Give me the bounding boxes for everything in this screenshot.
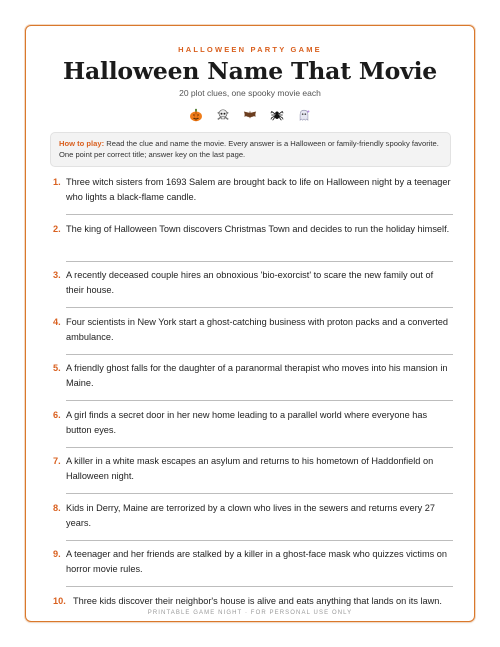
answer-line[interactable] bbox=[66, 261, 453, 262]
answer-line[interactable] bbox=[66, 493, 453, 494]
answer-line[interactable] bbox=[66, 400, 453, 401]
skull-crossbones-icon bbox=[216, 108, 230, 122]
clue-text: A friendly ghost falls for the daughter of a paranormal therapist who moves into his mansion in Maine. bbox=[66, 363, 448, 388]
icon-row bbox=[26, 108, 474, 122]
clue-item bbox=[53, 268, 453, 298]
answer-line[interactable] bbox=[66, 447, 453, 448]
clue-item bbox=[53, 315, 453, 345]
clue-text: Kids in Derry, Maine are terrorized by a clown who lives in the sewers and returns every 27 years. bbox=[66, 503, 436, 528]
clue-item bbox=[53, 594, 453, 609]
worksheet-page bbox=[25, 25, 475, 622]
clue-text: A killer in a white mask escapes an asylum and returns to his hometown of Haddonfield on Halloween night. bbox=[66, 456, 434, 481]
clue-number: 3. bbox=[53, 270, 61, 280]
how-to-play-label: How to play: bbox=[59, 139, 105, 148]
clue-text: A teenager and her friends are stalked by a killer in a ghost-face mask who quizzes victims on horror movie rules. bbox=[66, 549, 447, 574]
clue-number: 10. bbox=[53, 596, 66, 606]
clue-number: 2. bbox=[53, 224, 61, 234]
bat-icon bbox=[243, 108, 257, 122]
clue-text: Three kids discover their neighbor's house is alive and eats anything that lands on its lawn. bbox=[73, 596, 442, 606]
clue-item bbox=[53, 547, 453, 577]
ghost-icon bbox=[297, 108, 311, 122]
kicker: HALLOWEEN PARTY GAME bbox=[178, 45, 322, 54]
clue-text: A girl finds a secret door in her new home leading to a parallel world where everyone has button eyes. bbox=[66, 410, 428, 435]
clue-number: 6. bbox=[53, 410, 61, 420]
how-to-play-box bbox=[50, 132, 451, 167]
clue-number: 4. bbox=[53, 317, 61, 327]
clue-text: The king of Halloween Town discovers Christmas Town and decides to run the holiday himself. bbox=[66, 224, 450, 234]
clue-item bbox=[53, 175, 453, 205]
footer-note: PRINTABLE GAME NIGHT · FOR PERSONAL USE ONLY bbox=[147, 610, 353, 616]
answer-line[interactable] bbox=[66, 354, 453, 355]
answer-line[interactable] bbox=[66, 586, 453, 587]
how-to-play-text: Read the clue and name the movie. Every answer is a Halloween or family-friendly spooky favorite. One point per correct title; answer key on the last page. bbox=[59, 139, 439, 159]
answer-line[interactable] bbox=[66, 540, 453, 541]
clue-item bbox=[53, 408, 453, 438]
clue-item bbox=[53, 454, 453, 484]
page-title: Halloween Name That Movie bbox=[62, 57, 438, 85]
clue-number: 1. bbox=[53, 177, 61, 187]
spider-icon bbox=[270, 108, 284, 122]
clue-text: Four scientists in New York start a ghost-catching business with proton packs and a converted ambulance. bbox=[66, 317, 448, 342]
answer-line[interactable] bbox=[66, 214, 453, 215]
answer-line[interactable] bbox=[66, 307, 453, 308]
clue-number: 5. bbox=[53, 363, 61, 373]
clue-item bbox=[53, 361, 453, 391]
clue-item bbox=[53, 501, 453, 531]
clue-number: 7. bbox=[53, 456, 61, 466]
clue-item bbox=[53, 222, 453, 237]
subtitle: 20 plot clues, one spooky movie each bbox=[179, 88, 321, 98]
clue-number: 9. bbox=[53, 549, 61, 559]
clue-text: A recently deceased couple hires an obnoxious 'bio-exorcist' to scare the new family out of their house. bbox=[66, 270, 434, 295]
clue-number: 8. bbox=[53, 503, 61, 513]
clue-text: Three witch sisters from 1693 Salem are brought back to life on Halloween night by a teenager who lights a black-flame candle. bbox=[66, 177, 451, 202]
pumpkin-icon bbox=[189, 108, 203, 122]
